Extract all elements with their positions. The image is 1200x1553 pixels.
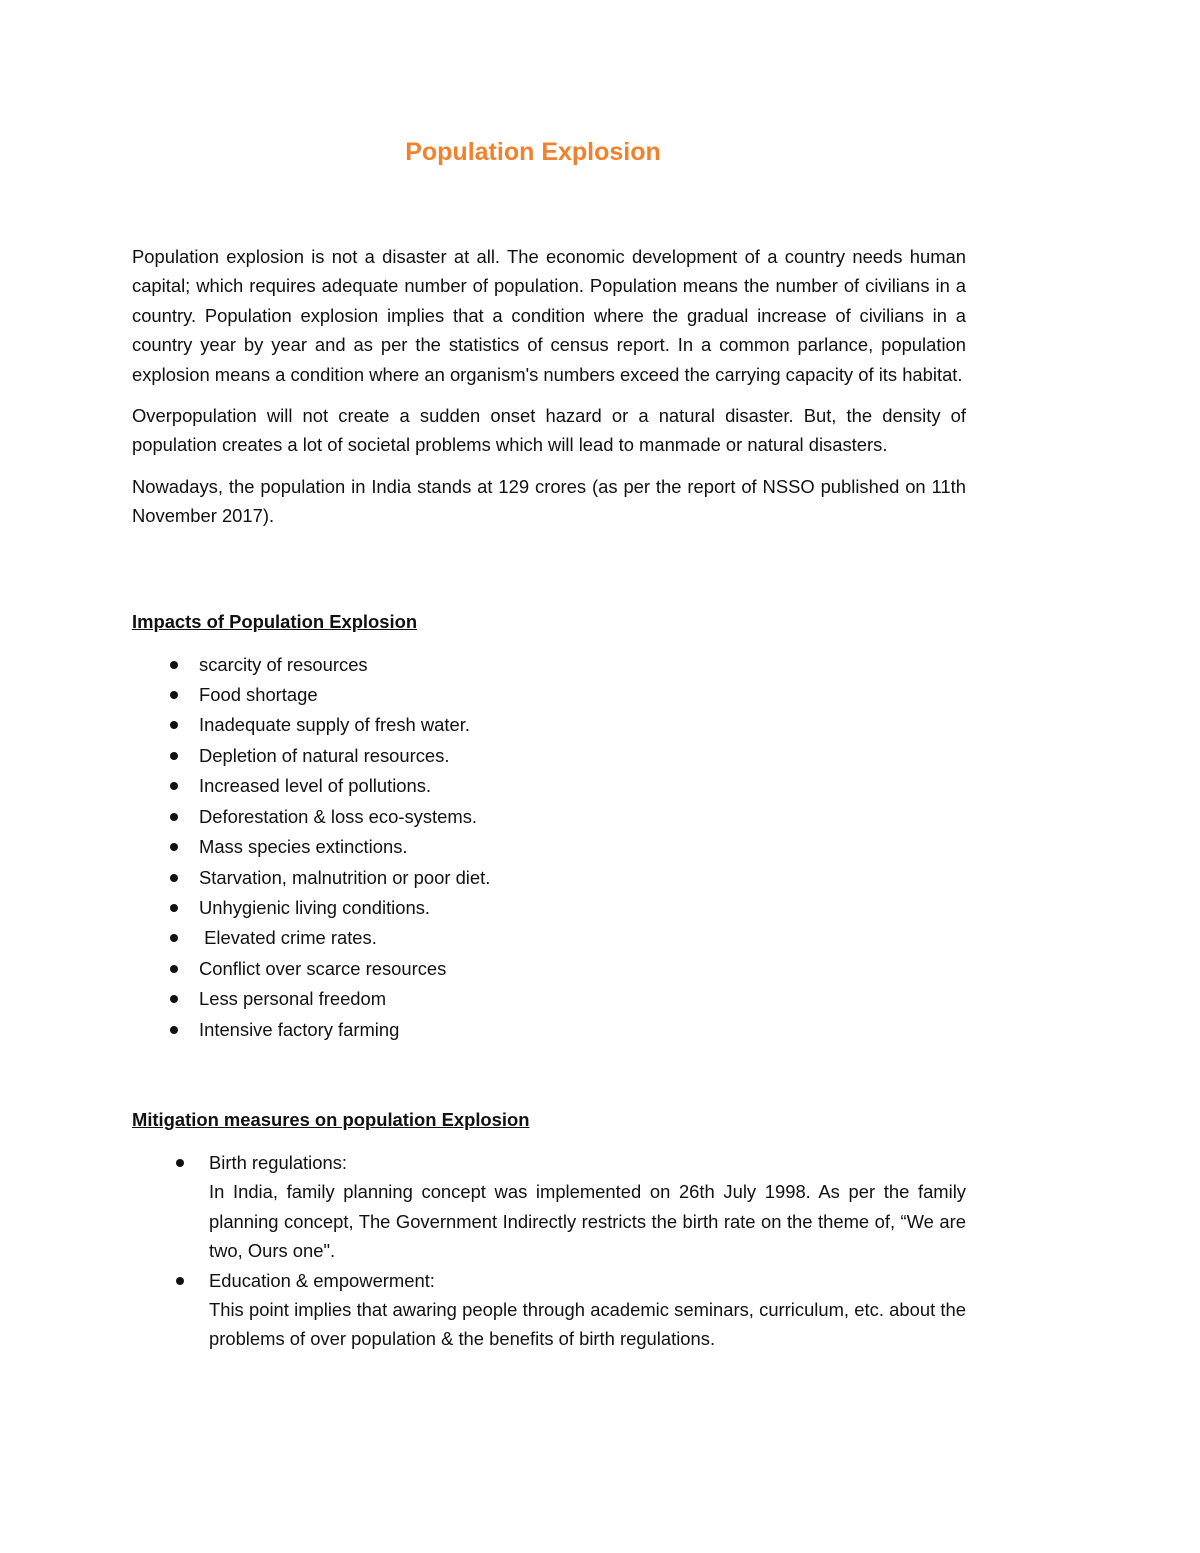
bullet-icon [176,1277,184,1285]
mitigation-list [132,1148,966,1354]
list-item-text: Unhygienic living conditions. [199,896,431,918]
list-item-text: Starvation, malnutrition or poor diet. [199,866,491,888]
bullet-icon [170,752,178,760]
list-item [132,1266,966,1354]
list-item [132,832,966,862]
list-item [132,954,966,984]
list-item-text: Inadequate supply of fresh water. [199,714,470,736]
section-spacer [132,1045,966,1105]
list-item-text: Intensive factory farming [199,1018,400,1040]
india-population-paragraph: Nowadays, the population in India stands at 129 crores (as per the report of NSSO published on 11th November 2017). [132,475,966,527]
bullet-icon [170,934,178,942]
measure-description: In India, family planning concept was implemented on 26th July 1998. As per the family planning concept, The Government Indirectly restricts the birth rate on the theme of, “We are two, Ours one". [209,1181,966,1262]
list-item [132,650,966,680]
list-item [132,680,966,710]
bullet-icon [170,1026,178,1034]
list-item-text: Deforestation & loss eco-systems. [199,805,478,827]
list-item [132,863,966,893]
list-item [132,1015,966,1045]
bullet-icon [170,661,178,669]
list-item [132,984,966,1014]
bullet-icon [170,721,178,729]
bullet-icon [170,843,178,851]
bullet-icon [170,691,178,699]
list-item-text: Less personal freedom [199,988,387,1010]
document-content [132,134,966,1354]
list-item [132,923,966,953]
bullet-icon [170,965,178,973]
measure-description: This point implies that awaring people through academic seminars, curriculum, etc. about the problems of over population & the benefits of birth regulations. [209,1298,966,1350]
measure-label: Education & empowerment: [209,1269,435,1291]
list-item [132,893,966,923]
bullet-icon [176,1159,184,1167]
bullet-icon [170,782,178,790]
bullet-icon [170,995,178,1003]
list-item [132,710,966,740]
list-item-text: Increased level of pollutions. [199,775,432,797]
bullet-icon [170,813,178,821]
list-item [132,1148,966,1266]
overpopulation-paragraph: Overpopulation will not create a sudden onset hazard or a natural disaster. But, the density of population creates a lot of societal problems which will lead to manmade or natural disasters. [132,405,966,456]
page-title: Population Explosion [405,138,661,166]
list-item-text: scarcity of resources [199,653,368,675]
mitigation-heading: Mitigation measures on population Explosion [132,1108,530,1130]
list-item [132,771,966,801]
list-item-text: Conflict over scarce resources [199,957,447,979]
intro-paragraph: Population explosion is not a disaster at all. The economic development of a country needs human capital; which requires adequate number of population. Population means the number of civilians in a country. Population explosion implies that a condition where the gradual increase of civilians in a country year by year and as per the statistics of census report. In a common parlance, population explosion means a condition where an organism's numbers exceed the carrying capacity of its habitat. [132,246,966,385]
list-item-text: Elevated crime rates. [199,927,377,949]
impacts-heading: Impacts of Population Explosion [132,610,418,632]
bullet-icon [170,874,178,882]
list-item-text: Mass species extinctions. [199,836,408,858]
list-item-text: Food shortage [199,684,318,706]
measure-label: Birth regulations: [209,1151,348,1173]
list-item [132,741,966,771]
bullet-icon [170,904,178,912]
list-item-text: Depletion of natural resources. [199,744,450,766]
impacts-list [132,650,966,1045]
section-spacer [132,543,966,607]
list-item [132,802,966,832]
